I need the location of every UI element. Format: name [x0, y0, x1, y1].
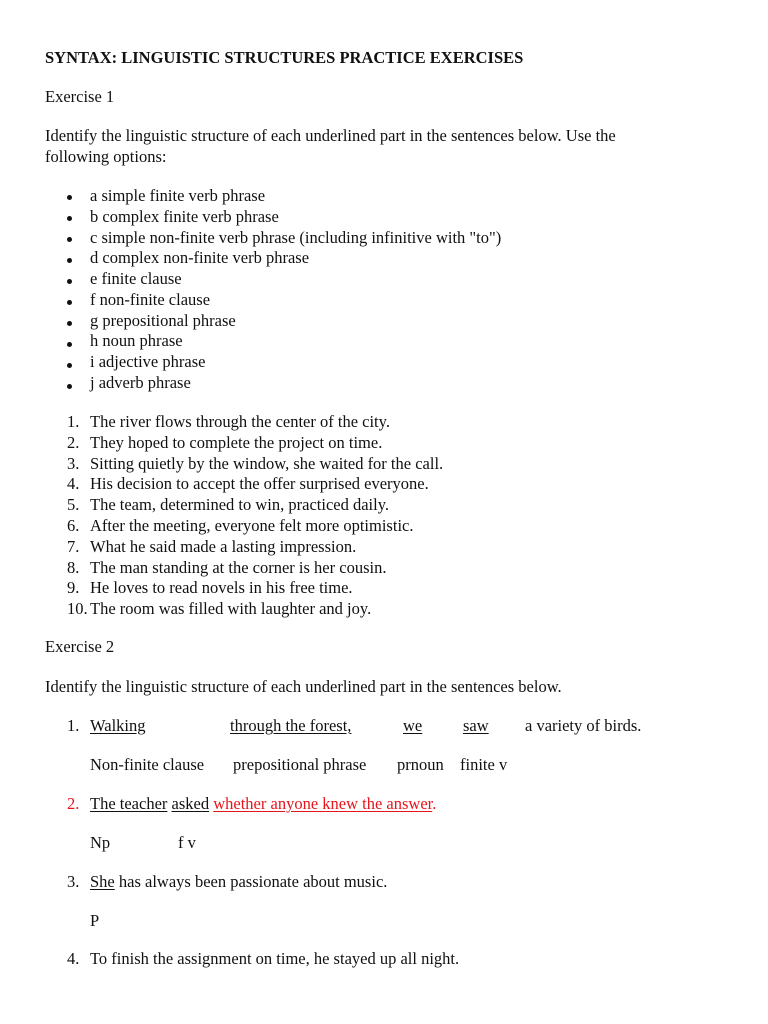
sentence-text: The room was filled with laughter and joy.	[90, 599, 372, 618]
sentence-number: 5.	[67, 495, 80, 514]
underlined-phrase: asked	[171, 794, 210, 813]
option-item: b complex finite verb phrase	[90, 207, 279, 226]
option-item: i adjective phrase	[90, 352, 206, 371]
bullet-icon	[67, 384, 72, 389]
sentence-text: His decision to accept the offer surprised everyone.	[90, 474, 429, 493]
option-item: d complex non-finite verb phrase	[90, 248, 310, 267]
exercise1-instructions-line2: following options:	[45, 147, 167, 166]
exercise2-heading: Exercise 2	[45, 637, 115, 656]
underlined-phrase: The teacher	[90, 794, 168, 813]
underlined-phrase: Walking	[90, 716, 146, 735]
sentence-number: 8.	[67, 558, 80, 577]
option-item: j adverb phrase	[90, 373, 191, 392]
sentence-number: 3.	[67, 454, 80, 473]
bullet-icon	[67, 237, 72, 242]
option-item: a simple finite verb phrase	[90, 186, 266, 205]
bullet-icon	[67, 195, 72, 200]
underlined-phrase: whether anyone knew the answer	[213, 794, 433, 813]
sentence-text: The river flows through the center of the city.	[90, 412, 390, 431]
sentence-text: To finish the assignment on time, he stayed up all night.	[90, 949, 460, 968]
option-item: e finite clause	[90, 269, 182, 288]
sentence-text: He loves to read novels in his free time.	[90, 578, 353, 597]
option-item: h noun phrase	[90, 331, 183, 350]
sentence-text: Sitting quietly by the window, she waited for the call.	[90, 454, 444, 473]
option-item: g prepositional phrase	[90, 311, 236, 330]
underlined-phrase: we	[403, 716, 423, 735]
bullet-icon	[67, 258, 72, 263]
sentence-number: 2.	[67, 433, 80, 452]
sentence-number: 9.	[67, 578, 80, 597]
underlined-phrase: She	[90, 872, 115, 891]
question-number: 1.	[67, 716, 80, 735]
sentence-text: The man standing at the corner is her cousin.	[90, 558, 387, 577]
bullet-icon	[67, 342, 72, 347]
sentence-number: 4.	[67, 474, 80, 493]
sentence-text: a variety of birds.	[525, 716, 642, 735]
sentence-number: 7.	[67, 537, 80, 556]
question-number: 3.	[67, 872, 80, 891]
exercise2-instructions: Identify the linguistic structure of each underlined part in the sentences below.	[45, 677, 562, 696]
answer-label: Np	[90, 833, 111, 852]
sentence-text: has always been passionate about music.	[114, 872, 388, 891]
answer-label: f v	[178, 833, 196, 852]
question-number: 4.	[67, 949, 80, 968]
sentence-number: 10.	[67, 599, 88, 618]
question-sentence	[90, 872, 387, 892]
bullet-icon	[67, 279, 72, 284]
bullet-icon	[67, 300, 72, 305]
question-sentence	[90, 794, 436, 814]
sentence-number: 6.	[67, 516, 80, 535]
sentence-text: After the meeting, everyone felt more optimistic.	[90, 516, 414, 535]
answer-label: finite v	[460, 755, 508, 774]
exercise1-heading: Exercise 1	[45, 87, 115, 106]
question-number: 2.	[67, 794, 80, 813]
answer-label: Non-finite clause	[90, 755, 205, 774]
answer-label: P	[90, 911, 100, 930]
sentence-text: What he said made a lasting impression.	[90, 537, 357, 556]
bullet-icon	[67, 321, 72, 326]
answer-label: prepositional phrase	[233, 755, 367, 774]
sentence-punctuation: .	[432, 794, 437, 813]
bullet-icon	[67, 363, 72, 368]
bullet-icon	[67, 216, 72, 221]
answer-label: prnoun	[397, 755, 444, 774]
option-item: f non-finite clause	[90, 290, 211, 309]
page-title: SYNTAX: LINGUISTIC STRUCTURES PRACTICE EXERCISES	[45, 48, 524, 67]
exercise1-instructions-line1: Identify the linguistic structure of each underlined part in the sentences below. Use the	[45, 126, 616, 145]
sentence-text: They hoped to complete the project on time.	[90, 433, 383, 452]
sentence-number: 1.	[67, 412, 80, 431]
option-item: c simple non-finite verb phrase (including infinitive with "to")	[90, 228, 502, 247]
underlined-phrase: saw	[463, 716, 489, 735]
sentence-text: The team, determined to win, practiced daily.	[90, 495, 390, 514]
underlined-phrase: through the forest,	[230, 716, 352, 735]
